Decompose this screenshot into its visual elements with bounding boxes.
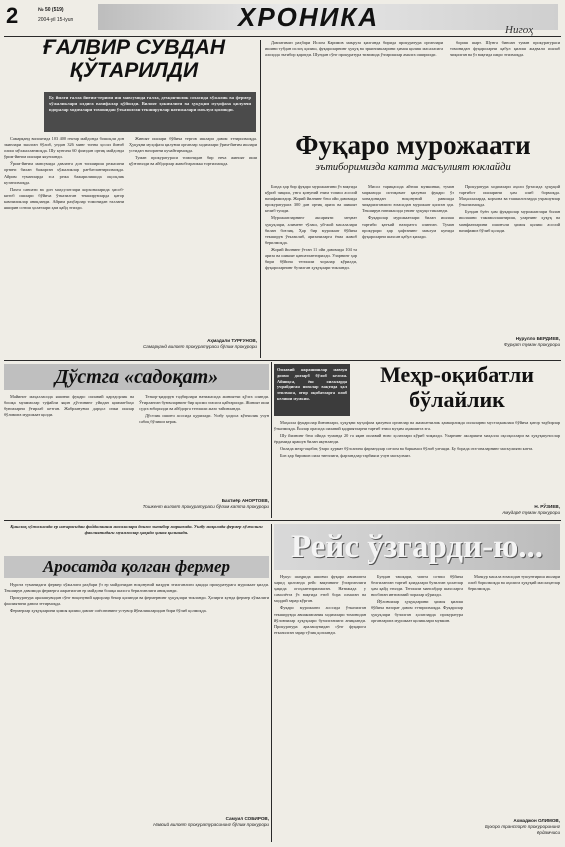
paragraph: Прокуратура ходимлари аҳоли ўртасида ҳуқуқий тарғибот ишларини ҳам олиб бормоқда. Маҳаллаларда, корхона ва ташкилотларда учрашувлар ўтказилмоқда. bbox=[459, 184, 560, 208]
author-title: Самарқанд вилоят прокуратураси бўлим прокурори bbox=[142, 344, 257, 349]
fuqaro-title: Фуқаро мурожаати bbox=[295, 130, 531, 160]
page-number: 2 bbox=[6, 3, 19, 28]
reys-author bbox=[468, 818, 560, 836]
paragraph: Фуқаролар мурожаатлари билан ишлаш тартиби қатъий назоратга олинган. Туман прокурори ҳар ҳафтанинг маълум кунида фуқароларни шахсан қабул қилади. bbox=[362, 215, 454, 239]
arosat-title: Аросатда қолган фермер bbox=[42, 557, 231, 576]
paragraph: Майинот маҳалласида яшовчи фуқаро оилавий қарздорлик ва бошқа муаммолар туфайли яқин дўстининг уйидан қимматбаҳо буюмларни ўғирлаб кетган. Жабрланувчи дарҳол ички ишлар бўлимига мурожаат қилди. bbox=[4, 394, 134, 418]
author-title: Амударё туман прокурори bbox=[502, 510, 560, 515]
author-name: Нурулло БЕРДИЕВ, bbox=[515, 336, 560, 341]
galvir-title-line-1: ҒАЛВИР СУВДАН bbox=[42, 36, 226, 59]
paragraph: Туман прокуратураси томонидан бир неча жиноят иши қўзғатилди ва айбдорлар жавобгарликка тортилмоқда. bbox=[129, 155, 257, 167]
paragraph: Мурожаатларнинг аксарияти меҳнат ҳуқуқлари, алимент тўлаш, уй-жой масалалари билан боғлиқ. Ҳар бир мурожаат бўйича текширув ўтказилиб, аризачиларга ёзма жавоб берилмоқда. bbox=[265, 215, 357, 245]
author-title: Фурқат туман прокурори bbox=[503, 342, 560, 347]
arosat-body bbox=[4, 582, 269, 812]
paragraph: Жорий йилнинг ўтган 11 ойи давомида 104 та ариза ва шикоят қаноатлантирилди. Уларнинг ҳар бири бўйича тегишли чоралар кўрилди, фуқароларнинг бузилган ҳуқуқлари тикланди. bbox=[265, 246, 357, 271]
paragraph: Шу йилнинг беш ойида туманда 20 га яқин оилавий низо ҳолатлари кўриб чиқилди. Уларнинг аксарияти маҳалла оқсоқоллари ва ҳуқуқшунослар ёрдамида ярашув билан якунланди. bbox=[274, 433, 560, 445]
fuqaro-subtitle: эътиборимизда катта масъулият юклайди bbox=[315, 162, 511, 173]
arosat-kicker: Қишлоқ хўжалигида ер ижарасидан фойдаланиш масалалари доимо эътибор марказида. Ушбу мақолада фермер хўжалиги фаолиятидаги муаммолар ҳақида ҳикоя қилинади. bbox=[10, 524, 263, 536]
galvir-body-col-1 bbox=[4, 136, 124, 354]
paragraph: Оилада меҳр-оқибат, ўзаро ҳурмат бўлсагина фарзандлар соғлом ва баркамол бўлиб улғаяди. Бу борада ота-оналарнинг масъулияти катта. bbox=[280, 446, 534, 452]
paragraph: Бундан ташқари, чипта сотиш бўйича белгиланган тартиб қоидалари бузилган ҳолатлар ҳам қайд этилди. Тегишли мансабдор шахсларга нисбатан интизомий чоралар кўрилди. bbox=[371, 574, 463, 598]
paragraph: Тезкор-қидирув тадбирлари натижасида жиноятчи қўлга олинди. Ўғирланган буюмларнинг бир қисми эгасига қайтарилди. Жиноят иши судга юборилди ва айбдорга тегишли жазо тайинланди. bbox=[139, 394, 269, 412]
fuqaro-intro bbox=[265, 40, 443, 126]
reys-body-col-1 bbox=[274, 574, 366, 842]
author-name: Н. РЎЗИЕВ, bbox=[534, 504, 560, 509]
paragraph: Нукус шаҳрида яшовчи фуқаро авиачипта харид қилганда рейс вақтининг ўзгарганлиги ҳақида огоҳлантирилмаган. Натижада у самолётга ўз вақтида етиб бора олмаган ва моддий зарар кўрган. bbox=[274, 574, 366, 604]
fuqaro-body-col-2 bbox=[362, 184, 454, 356]
fuqaro-side-col bbox=[450, 40, 560, 126]
author-title: Навоий вилоят прокуратурасининг бўлим прокурори bbox=[153, 822, 269, 827]
author-name: Ахмаджон ОЛИМОВ, bbox=[513, 818, 560, 823]
reys-body-col-3 bbox=[468, 574, 560, 814]
paragraph: Мазкур масала юзасидан тушунтириш ишлари олиб борилмоқда ва аҳолига ҳуқуқий маслаҳатлар берилмоқда. bbox=[468, 574, 560, 592]
mehr-body bbox=[274, 420, 560, 502]
paragraph: Прокуратура аралашувидан сўнг ноқонуний қарорлар бекор қилинди ва фермернинг ҳуқуқлари тикланди. Ҳозирги кунда фермер хўжалиги фаолиятини давом эттирмоқда. bbox=[4, 595, 269, 607]
reys-body-col-2 bbox=[371, 574, 463, 842]
author-title: Бухоро транспорт прокурорининг ёрдамчиси bbox=[484, 824, 560, 835]
mehr-title bbox=[354, 362, 560, 412]
author-name: Самуил СОБИРОВ, bbox=[225, 816, 269, 821]
fuqaro-author bbox=[459, 336, 560, 348]
paragraph: Дўстлик ишонч асосида қурилади. Ушбу ҳодиса кўпчилик учун сабоқ бўлиши керак. bbox=[139, 413, 269, 425]
paragraph: Мисол тариқасида айтиш мумкинки, туман марказида истиқомат қилувчи фуқаро ўз хонадонидан ноқонуний равишда чиқарилганлиги юзасидан мурожаат қилган эди. Текширув натижасида унинг ҳуқуқи тикланди. bbox=[362, 184, 454, 214]
author-name: Бахтиёр АНОРТОЕВ, bbox=[221, 498, 269, 503]
mehr-title-line-2: бўлайлик bbox=[409, 387, 505, 412]
paragraph: Ўрим-йиғим мавсумида давлатга дон топшириш режасини ортиғи билан бажарган хўжаликлар рағбатлантирилмоқда. Айрим туманларда эса режа бажарилишида оқсоқлик кузатилмоқда. bbox=[4, 161, 124, 185]
issue-date: 2004-yil 15-iyun bbox=[38, 17, 74, 23]
fuqaro-body-col-3 bbox=[459, 184, 560, 332]
author-name: Аҳмадали ТУРҒУНОВ, bbox=[207, 338, 257, 343]
paragraph: Давлатимиз раҳбари Ислом Каримов маъруза қилганда бирида прокуратура органлари ишини тубдан ислоҳ қилиш, фуқароларнинг ҳуқуқ ва эркинликларини ҳимоя қилиш масаласига алоҳида эътибор қаратди. Шундан сўнг прокуратура тизимида ўзгаришлар амалга оширилди. bbox=[265, 40, 443, 58]
reys-headline: Рейс ўзгарди-ю... bbox=[290, 529, 544, 565]
section-tag: Нигоҳ bbox=[505, 24, 534, 36]
mehr-author bbox=[274, 504, 560, 516]
galvir-body-col-2 bbox=[129, 136, 257, 336]
dustga-title: Дўстга «садоқат» bbox=[54, 366, 219, 388]
dustga-body-col-2 bbox=[139, 394, 269, 494]
fuqaro-body-col-1 bbox=[265, 184, 357, 356]
galvir-lead-box bbox=[44, 92, 256, 132]
galvir-title bbox=[14, 36, 254, 82]
mehr-intro-box bbox=[274, 364, 350, 416]
paragraph: Нурота туманидаги фермер хўжалиги раҳбари ўз ер майдонидан ноқонуний маҳрум этилганлиги ҳақида прокуратурага мурожаат қилди. Текширув давомида фермерга ажратилган ер майдони бошқа шахсга берилганлиги аниқланди. bbox=[4, 582, 269, 594]
paragraph: Йўловчилар ҳуқуқларини ҳимоя қилиш бўйича назорат давом эттирилмоқда. Фуқаролар ҳуқуқлари бузилган ҳолатларда прокуратура органларига мурожаат қилишлари мумкин. bbox=[371, 599, 463, 623]
paragraph: Пахта саноати ва дон маҳсулотлари корхоналарида ҳисоб-китоб ишлари бўйича ўтказилган текширувларда қатор камчиликлар аниқланди. Айрим раҳбарлар томонидан ғаллани яширин сотиш ҳолатлари ҳам қайд этилди. bbox=[4, 186, 124, 211]
paragraph: Бундан буён ҳам фуқаролар мурожаатлари билан ишлашни такомиллаштириш, уларнинг ҳуқуқ ва манфаатларини ишончли ҳимоя қилиш асосий вазифамиз бўлиб қолади. bbox=[459, 209, 560, 233]
author-title: Тошкент вилоят прокуратураси бўлим катта прокурори bbox=[142, 504, 269, 509]
dustga-author bbox=[139, 498, 269, 510]
galvir-author bbox=[129, 338, 257, 350]
galvir-title-line-2: ҚЎТАРИЛДИ bbox=[69, 59, 199, 82]
mehr-intro: Оилавий ажрашишлар мавзуи доимо долзарб бўлиб келган. Айниқса, ёш оилаларда учрайдиган низолар вақтида ҳал этилмаса, оғир оқибатларга олиб келиши мумкин. bbox=[277, 367, 347, 401]
arosat-author bbox=[4, 816, 269, 828]
paragraph: Самарқанд вилоятида 103 400 гектар майдонда бошоқли дон экинлари экилган бўлиб, ундан 326 минг тонна ҳосил йиғиб олиш мўлжалланмоқда. Шу кунгача 60 фоиздан ортиқ майдонда ўрим-йиғим ишлари якунланди. bbox=[4, 136, 124, 160]
paragraph: бориш шарт. Шунга биноан туман прокуратураси томонидан фуқароларни қабул қилиш жадвали ишлаб чиқилган ва ўз вақтида ижро этилмоқда. bbox=[450, 40, 560, 58]
mehr-title-line-1: Меҳр-оқибатли bbox=[380, 362, 534, 387]
paragraph: Фуқаро мурожаати асосида ўтказилган текширувда авиакомпания ходимлари томонидан йўловчилар ҳуқуқлари бузилганлиги аниқланди. Прокуратура аралашувидан сўнг фуқарога етказилган зарар тўлиқ қопланди. bbox=[274, 605, 366, 635]
paragraph: Маҳалла фуқаролар йиғинлари, ҳуқуқни муҳофаза қилувчи органлар ва жамоатчилик ҳамкорликда оилаларни мустаҳкамлаш бўйича қатор тадбирлар ўтказмоқда. Ёшлар орасида оилавий қадриятларни тарғиб этиш муҳим аҳамиятга эга. bbox=[274, 420, 560, 432]
section-title: ХРОНИКА bbox=[238, 2, 380, 32]
dustga-body-col-1 bbox=[4, 394, 134, 514]
paragraph: Жиноят ишлари бўйича тергов ишлари давом эттирилмоқда. Ҳуқуқни муҳофаза қилувчи органлар ходимлари ўрим-йиғим ишлари устидан назоратни кучайтирмоқда. bbox=[129, 136, 257, 154]
paragraph: Фермерлар ҳуқуқларини ҳимоя қилиш давлат сиёсатининг устувор йўналишларидан бири бўлиб қолмоқда. bbox=[10, 608, 207, 614]
issue-number: № 50 (519) bbox=[38, 7, 64, 13]
paragraph: Биз ҳар биримиз оила тинчлиги, фарзандлар тарбияси учун масъулмиз. bbox=[280, 453, 411, 459]
paragraph: Бизда ҳар бир фуқаро мурожаатини ўз вақтида кўриб чиқиш, унга қонуний ечим топиш асосий вазифамиздир. Жорий йилнинг беш ойи давомида прокуратурага 300 дан ортиқ ариза ва шикоят келиб тушди. bbox=[265, 184, 357, 214]
galvir-lead: Бу йилги ғалла йиғим-терими иш мавсумида ғалла, дехқончилик сохасида хўжалик ва фермер хўжаликлари олдига вазифалар қўйилди. Вилоят ҳокимлиги ва ҳуқуқни муҳофаза қилувчи идоралар ходимлари томонидан ўтказилган текширувлар натижалари маълум қилинди. bbox=[49, 95, 251, 113]
